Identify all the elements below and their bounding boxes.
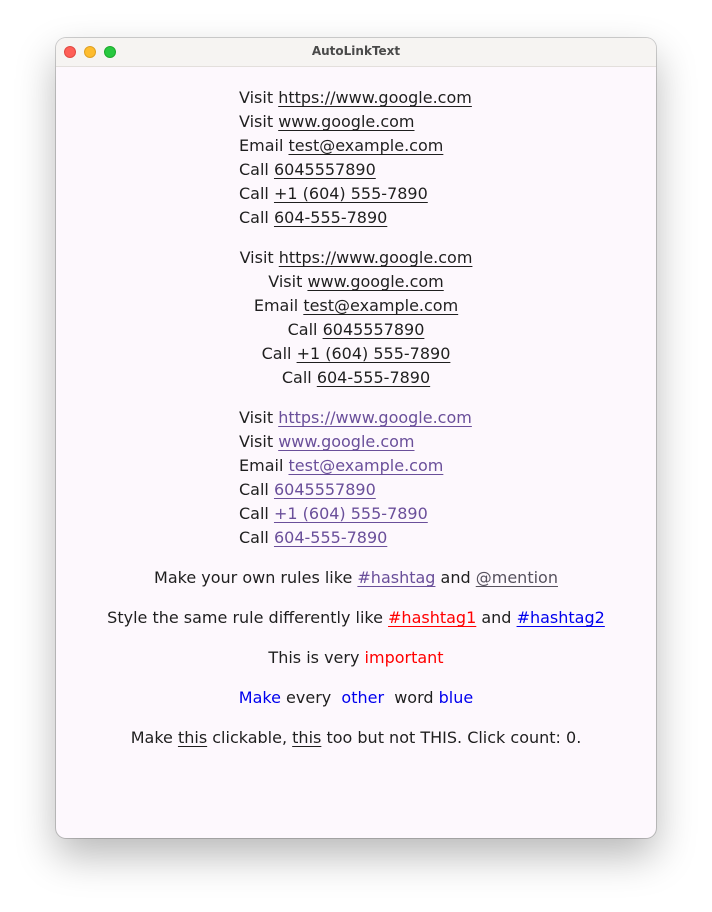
plain-word: every — [286, 688, 332, 707]
style-rules-line — [56, 606, 656, 630]
list-item — [239, 158, 376, 182]
email-link[interactable]: test@example.com — [303, 296, 459, 315]
line-prefix: Visit — [239, 408, 274, 427]
list-item — [239, 86, 472, 110]
line-prefix: Call — [239, 528, 269, 547]
list-item — [239, 502, 428, 526]
phone-link[interactable]: 6045557890 — [322, 320, 425, 339]
link-block-default — [56, 86, 656, 230]
line-prefix: Call — [287, 320, 318, 339]
this-link-1[interactable]: this — [177, 728, 208, 747]
line-prefix: Visit — [239, 88, 274, 107]
app-window — [56, 38, 656, 838]
line-prefix: Visit — [239, 112, 274, 131]
and-text: and — [481, 608, 512, 627]
phone-link[interactable]: 604-555-7890 — [273, 208, 388, 227]
phone-link[interactable]: +1 (604) 555-7890 — [296, 344, 451, 363]
and-text: and — [440, 568, 471, 587]
list-item — [239, 526, 387, 550]
hashtag2-link[interactable]: #hashtag2 — [516, 608, 605, 627]
line-prefix: Visit — [268, 272, 303, 291]
important-text: This is very — [268, 648, 360, 667]
url-link[interactable]: www.google.com — [278, 432, 415, 451]
list-item — [268, 270, 444, 294]
link-block-styled — [56, 406, 656, 550]
line-prefix: Visit — [239, 248, 274, 267]
content-area — [56, 86, 656, 766]
custom-rules-text: Make your own rules like — [154, 568, 353, 587]
phone-link[interactable]: 604-555-7890 — [316, 368, 431, 387]
plain-word: word — [394, 688, 434, 707]
window-title: AutoLinkText — [311, 44, 401, 58]
list-item — [239, 406, 472, 430]
url-link[interactable]: https://www.google.com — [278, 408, 472, 427]
every-other-word-line — [56, 686, 656, 710]
list-item — [254, 294, 458, 318]
phone-link[interactable]: 6045557890 — [273, 480, 376, 499]
important-word: important — [364, 648, 444, 667]
url-link[interactable]: https://www.google.com — [278, 88, 472, 107]
clickable-text: clickable, — [212, 728, 288, 747]
line-prefix: Call — [261, 344, 292, 363]
email-link[interactable]: test@example.com — [288, 456, 444, 475]
list-item — [239, 134, 443, 158]
line-prefix: Call — [239, 160, 269, 179]
list-item — [262, 342, 451, 366]
list-item — [240, 246, 473, 270]
link-block-centered — [56, 246, 656, 390]
custom-rules-line — [56, 566, 656, 590]
list-item — [239, 478, 376, 502]
important-line — [56, 646, 656, 670]
this-link-2[interactable]: this — [292, 728, 322, 747]
hashtag-link[interactable]: #hashtag — [357, 568, 436, 587]
list-item — [288, 318, 425, 342]
line-prefix: Visit — [239, 432, 274, 451]
list-item — [239, 430, 415, 454]
list-item — [282, 366, 430, 390]
line-prefix: Call — [239, 208, 269, 227]
hashtag1-link[interactable]: #hashtag1 — [388, 608, 477, 627]
line-prefix: Email — [253, 296, 299, 315]
list-item — [239, 110, 415, 134]
line-prefix: Email — [239, 136, 284, 155]
email-link[interactable]: test@example.com — [288, 136, 444, 155]
list-item — [239, 182, 428, 206]
phone-link[interactable]: 604-555-7890 — [273, 528, 388, 547]
phone-link[interactable]: 6045557890 — [273, 160, 376, 179]
mention-link[interactable]: @mention — [475, 568, 558, 587]
title-bar — [56, 38, 656, 67]
url-link[interactable]: www.google.com — [278, 112, 415, 131]
phone-link[interactable]: +1 (604) 555-7890 — [273, 504, 428, 523]
blue-word: other — [341, 688, 385, 707]
line-prefix: Call — [239, 480, 269, 499]
line-prefix: Call — [239, 504, 269, 523]
list-item — [239, 206, 387, 230]
clickable-text: Make — [130, 728, 173, 747]
line-prefix: Email — [239, 456, 284, 475]
blue-word: Make — [238, 688, 281, 707]
line-prefix: Call — [281, 368, 312, 387]
click-count-text: too but not THIS. Click count: 0. — [326, 728, 582, 747]
line-prefix: Call — [239, 184, 269, 203]
blue-word: blue — [438, 688, 474, 707]
style-rules-text: Style the same rule differently like — [107, 608, 383, 627]
clickable-line — [56, 726, 656, 750]
list-item — [239, 454, 443, 478]
phone-link[interactable]: +1 (604) 555-7890 — [273, 184, 428, 203]
url-link[interactable]: www.google.com — [307, 272, 444, 291]
url-link[interactable]: https://www.google.com — [278, 248, 473, 267]
